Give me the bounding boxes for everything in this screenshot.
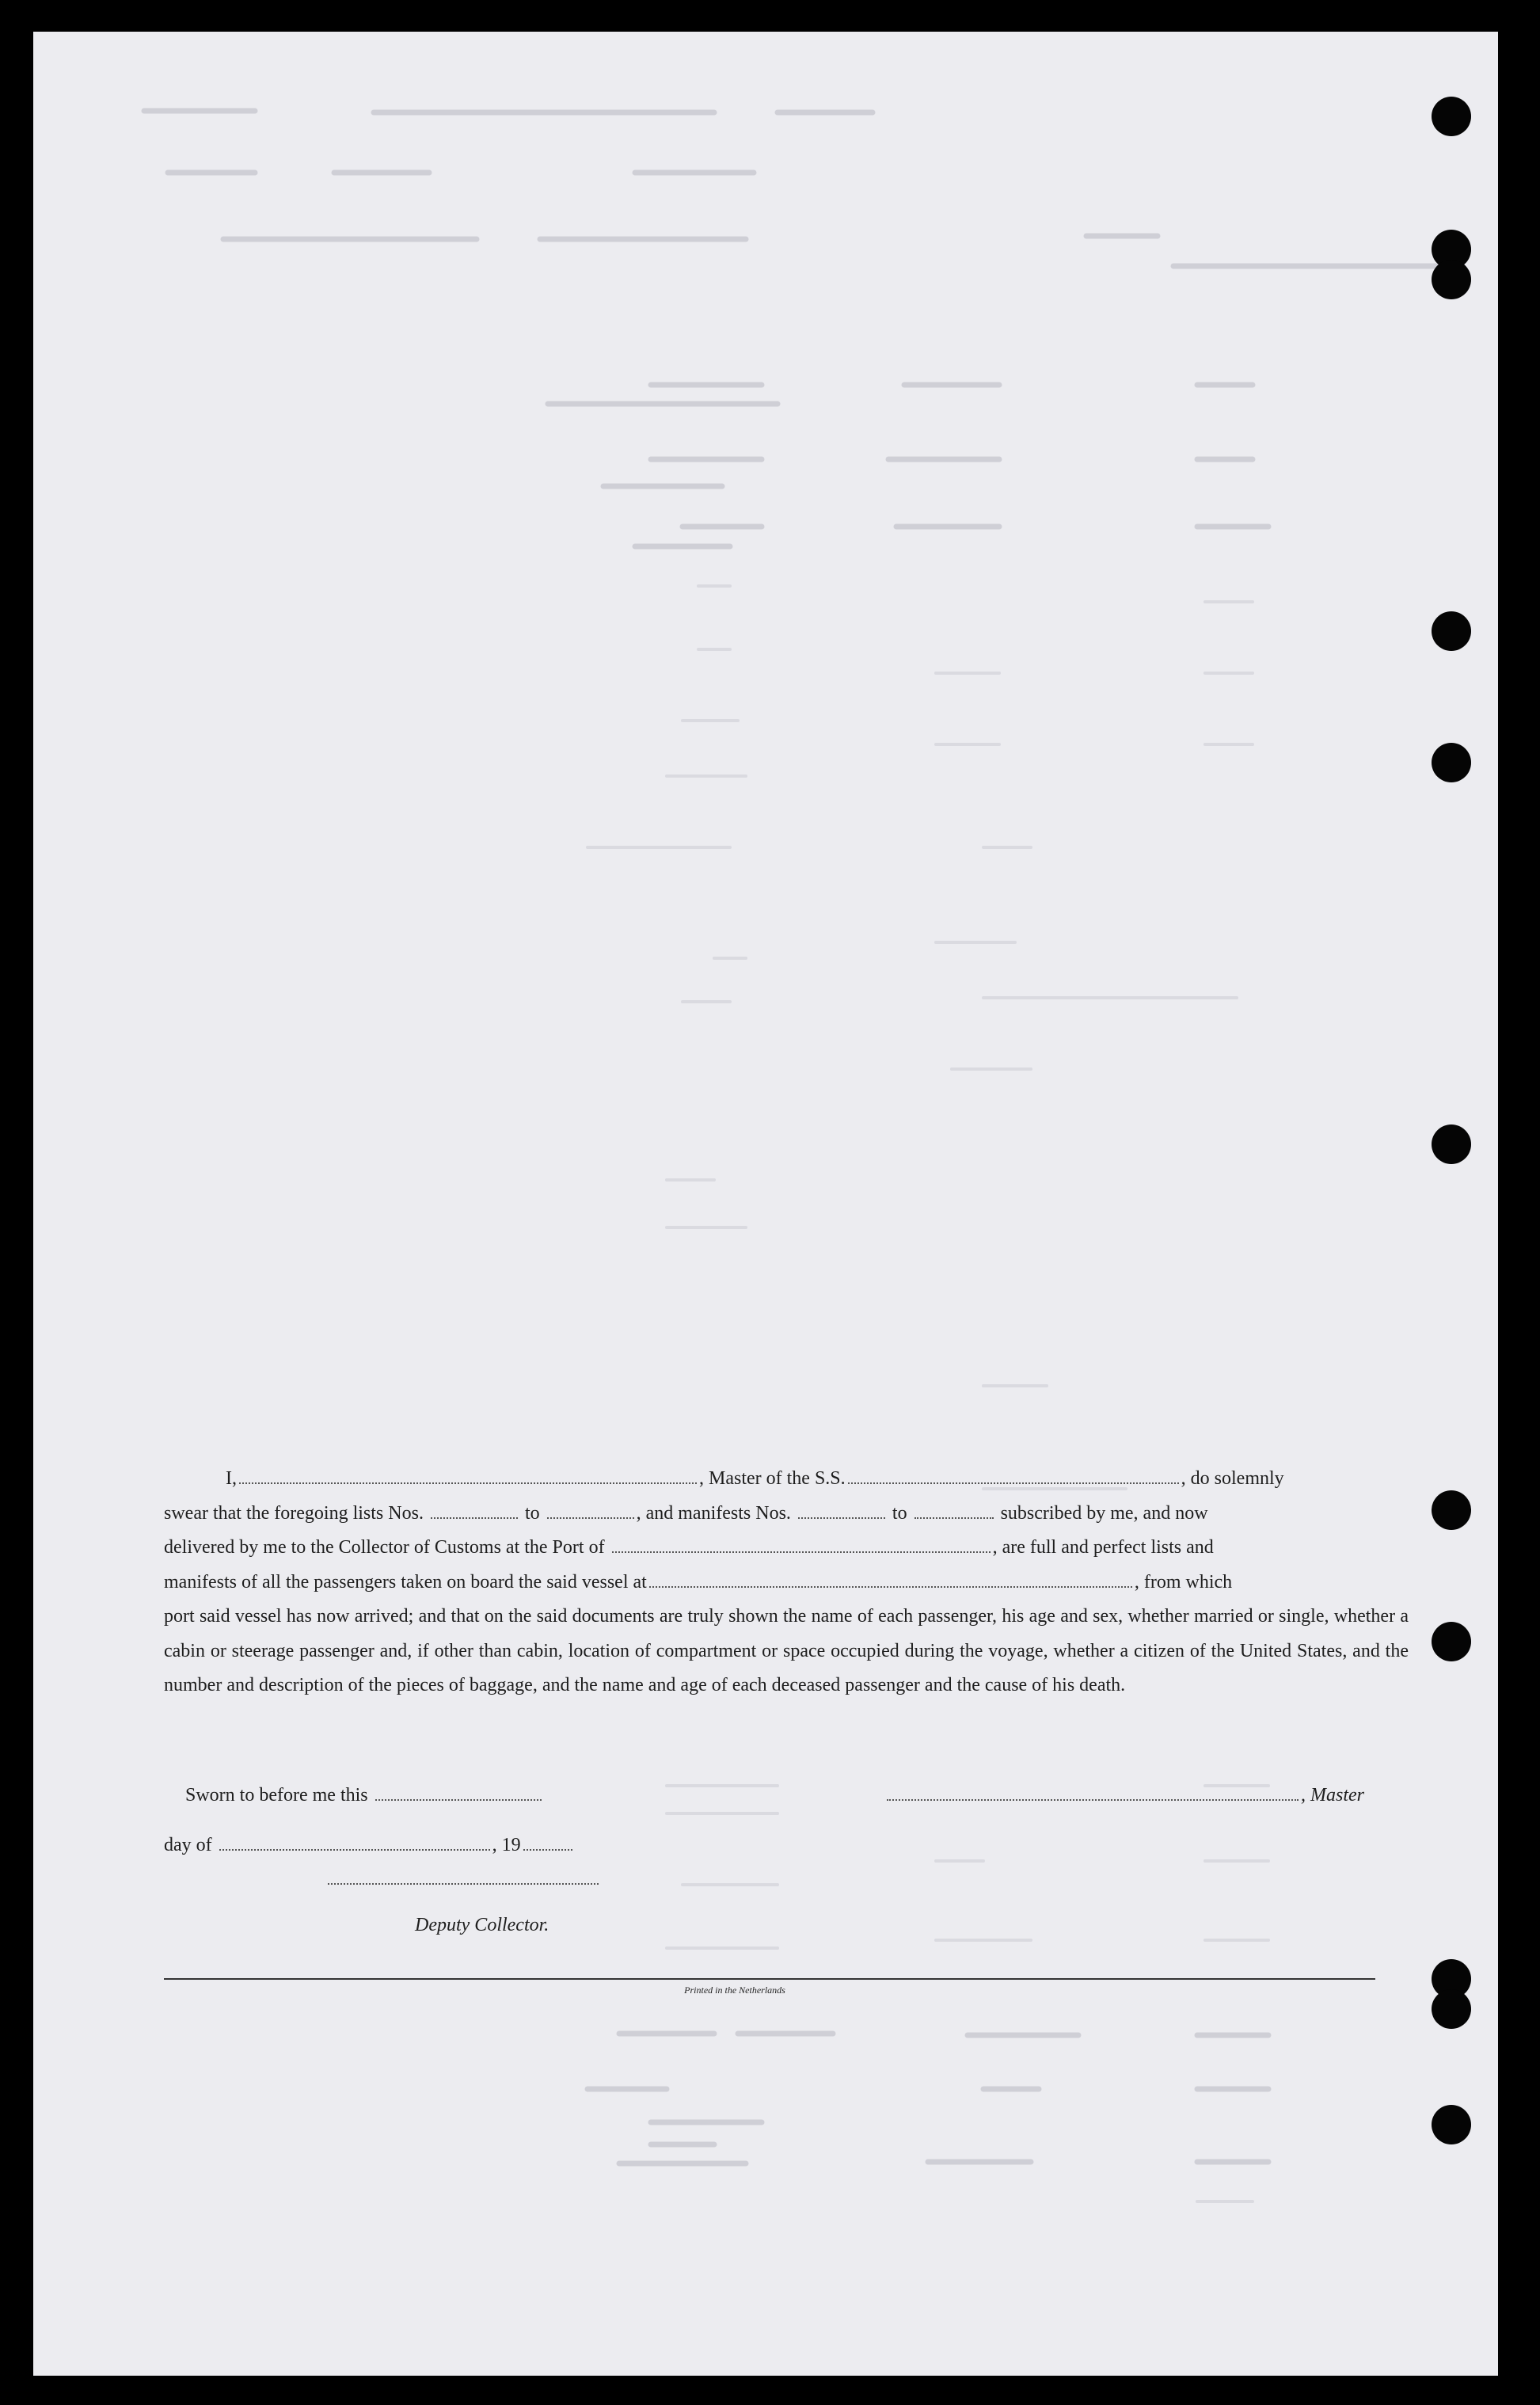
sworn-day-field[interactable] bbox=[375, 1785, 542, 1801]
oath-i: I, bbox=[226, 1468, 237, 1489]
manifest-page bbox=[33, 32, 1498, 2376]
oath-swear: swear that the foregoing lists Nos. bbox=[164, 1502, 424, 1524]
ship-name-field[interactable] bbox=[848, 1468, 1179, 1484]
month-field[interactable] bbox=[219, 1835, 490, 1851]
manifests-to-field[interactable] bbox=[914, 1503, 994, 1519]
punch-hole bbox=[1432, 97, 1471, 136]
punch-hole bbox=[1432, 743, 1471, 782]
lists-to-field[interactable] bbox=[547, 1503, 634, 1519]
oath-do-solemnly: , do solemnly bbox=[1181, 1468, 1284, 1489]
master-signature-line: , Master bbox=[884, 1785, 1364, 1806]
punch-hole bbox=[1432, 260, 1471, 299]
port-field[interactable] bbox=[612, 1537, 991, 1553]
deputy-signature-field[interactable] bbox=[328, 1883, 599, 1885]
manifests-from-field[interactable] bbox=[798, 1503, 885, 1519]
footer-rule bbox=[164, 1978, 1375, 1980]
punch-hole bbox=[1432, 1124, 1471, 1164]
punch-hole bbox=[1432, 2105, 1471, 2144]
departure-port-field[interactable] bbox=[649, 1572, 1132, 1588]
bleed-through-text bbox=[33, 32, 1498, 2376]
oath-paragraph: I, , Master of the S.S. , do solemnly swear that the foregoing lists Nos. to , and manifests Nos. to subscribed by me, and now delivered by me to the Collector of Customs at the Port of , are full and perfect lists and manifests of all the passengers taken on board the said vessel at , from which port said vessel has now arrived; and that on the said documents are truly shown the name of each passenger, his age and sex, whether married or single, whether a cabin or steerage passenger and, if other than cabin, location of compartment or space occupied during the voyage, whether a citizen of the United States, and the number and description of the pieces of baggage, and the name and age of each deceased passenger and the cause of his death. bbox=[164, 1468, 1409, 1695]
lists-from-field[interactable] bbox=[431, 1503, 518, 1519]
master-name-field[interactable] bbox=[239, 1468, 697, 1484]
day-of-line: day of , 19 bbox=[164, 1835, 575, 1856]
punch-hole bbox=[1432, 1989, 1471, 2029]
oath-body: port said vessel has now arrived; and that on the said documents are truly shown the name of each passenger, his age and sex, whether married or single, whether a cabin or steerage passenger and, if other than cabin, location of compartment or space occupied during the voyage, whether a citizen of the United States, and the number and description of the pieces of baggage, and the name and age of each deceased passenger and the cause of his death. bbox=[164, 1606, 1409, 1695]
punch-hole bbox=[1432, 1490, 1471, 1530]
oath-master-of: , Master of the S.S. bbox=[699, 1468, 846, 1489]
printed-in-label: Printed in the Netherlands bbox=[684, 1985, 785, 1996]
sworn-line: Sworn to before me this bbox=[185, 1785, 544, 1806]
deputy-collector-label: Deputy Collector. bbox=[415, 1915, 549, 1935]
master-signature-field[interactable] bbox=[887, 1785, 1299, 1801]
punch-hole bbox=[1432, 611, 1471, 651]
year-field[interactable] bbox=[523, 1835, 572, 1851]
punch-hole bbox=[1432, 1622, 1471, 1661]
